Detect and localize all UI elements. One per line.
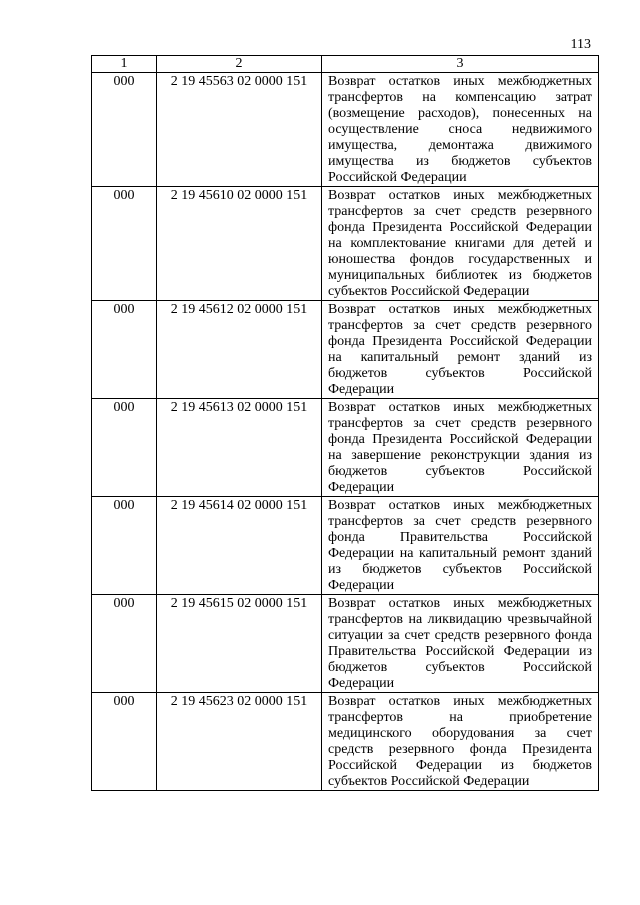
table-row <box>92 693 599 791</box>
description-line: (возмещение расходов), понесенных на <box>328 106 592 121</box>
description-line: Федерации на капитальный ремонт зданий <box>328 546 592 561</box>
admin-code-cell: 000 <box>92 187 157 301</box>
description-cell <box>322 301 599 399</box>
description-line: фонда Правительства Российской <box>328 530 592 545</box>
description-line: Федерации <box>328 480 395 495</box>
budget-code-cell: 2 19 45615 02 0000 151 <box>157 595 322 693</box>
description-cell <box>322 73 599 187</box>
admin-code-cell: 000 <box>92 497 157 595</box>
description-line: на комплектование книгами для детей и <box>328 236 592 251</box>
description-line: Возврат остатков иных межбюджетных <box>328 498 592 513</box>
budget-code-cell: 2 19 45563 02 0000 151 <box>157 73 322 187</box>
description-line: имущества из бюджетов субъектов <box>328 154 592 169</box>
description-line: Правительства Российской Федерации из <box>328 644 592 659</box>
admin-code-cell: 000 <box>92 595 157 693</box>
description-line: имущества, демонтажа движимого <box>328 138 592 153</box>
description-line: трансфертов за счет средств резервного <box>328 514 592 529</box>
description-line: субъектов Российской Федерации <box>328 774 530 789</box>
description-cell <box>322 595 599 693</box>
description-line: бюджетов субъектов Российской <box>328 660 592 675</box>
table-row <box>92 497 599 595</box>
description-line: Федерации <box>328 578 395 593</box>
description-line: бюджетов субъектов Российской <box>328 366 592 381</box>
description-cell <box>322 497 599 595</box>
table-row <box>92 301 599 399</box>
description-line: Федерации <box>328 382 395 397</box>
description-line: трансфертов на приобретение <box>328 710 592 725</box>
description-line: субъектов Российской Федерации <box>328 284 530 299</box>
description-line: трансфертов за счет средств резервного <box>328 416 592 431</box>
description-line: бюджетов субъектов Российской <box>328 464 592 479</box>
budget-code-cell: 2 19 45613 02 0000 151 <box>157 399 322 497</box>
description-line: Возврат остатков иных межбюджетных <box>328 596 592 611</box>
description-line: Российской Федерации <box>328 170 467 185</box>
budget-code-cell: 2 19 45610 02 0000 151 <box>157 187 322 301</box>
description-line: юношества фондов государственных и <box>328 252 592 267</box>
admin-code-cell: 000 <box>92 693 157 791</box>
column-header-2: 2 <box>157 56 322 73</box>
description-line: на капитальный ремонт зданий из <box>328 350 592 365</box>
description-line: фонда Президента Российской Федерации <box>328 220 592 235</box>
description-cell <box>322 399 599 497</box>
description-line: на завершение реконструкции здания из <box>328 448 592 463</box>
description-line: трансфертов за счет средств резервного <box>328 318 592 333</box>
description-line: муниципальных библиотек из бюджетов <box>328 268 592 283</box>
description-line: Российской Федерации из бюджетов <box>328 758 592 773</box>
description-line: Возврат остатков иных межбюджетных <box>328 302 592 317</box>
description-line: ситуации за счет средств резервного фонда <box>328 628 592 643</box>
admin-code-cell: 000 <box>92 301 157 399</box>
budget-code-table <box>91 55 599 791</box>
table-row <box>92 399 599 497</box>
column-header-3: 3 <box>322 56 599 73</box>
budget-code-cell: 2 19 45612 02 0000 151 <box>157 301 322 399</box>
description-line: из бюджетов субъектов Российской <box>328 562 592 577</box>
table-row <box>92 187 599 301</box>
table-header-row <box>92 56 599 73</box>
description-line: Возврат остатков иных межбюджетных <box>328 188 592 203</box>
budget-code-cell: 2 19 45614 02 0000 151 <box>157 497 322 595</box>
description-line: Возврат остатков иных межбюджетных <box>328 694 592 709</box>
page-number: 113 <box>570 37 591 52</box>
description-line: трансфертов на компенсацию затрат <box>328 90 592 105</box>
description-line: медицинского оборудования за счет <box>328 726 592 741</box>
description-line: трансфертов на ликвидацию чрезвычайной <box>328 612 592 627</box>
description-line: фонда Президента Российской Федерации <box>328 432 592 447</box>
description-cell <box>322 693 599 791</box>
description-line: фонда Президента Российской Федерации <box>328 334 592 349</box>
admin-code-cell: 000 <box>92 399 157 497</box>
description-line: осуществление сноса недвижимого <box>328 122 592 137</box>
table-row <box>92 595 599 693</box>
description-line: средств резервного фонда Президента <box>328 742 592 757</box>
description-line: Федерации <box>328 676 395 691</box>
budget-code-cell: 2 19 45623 02 0000 151 <box>157 693 322 791</box>
table-row <box>92 73 599 187</box>
description-line: Возврат остатков иных межбюджетных <box>328 400 592 415</box>
description-line: Возврат остатков иных межбюджетных <box>328 74 592 89</box>
column-header-1: 1 <box>92 56 157 73</box>
description-cell <box>322 187 599 301</box>
admin-code-cell: 000 <box>92 73 157 187</box>
description-line: трансфертов за счет средств резервного <box>328 204 592 219</box>
